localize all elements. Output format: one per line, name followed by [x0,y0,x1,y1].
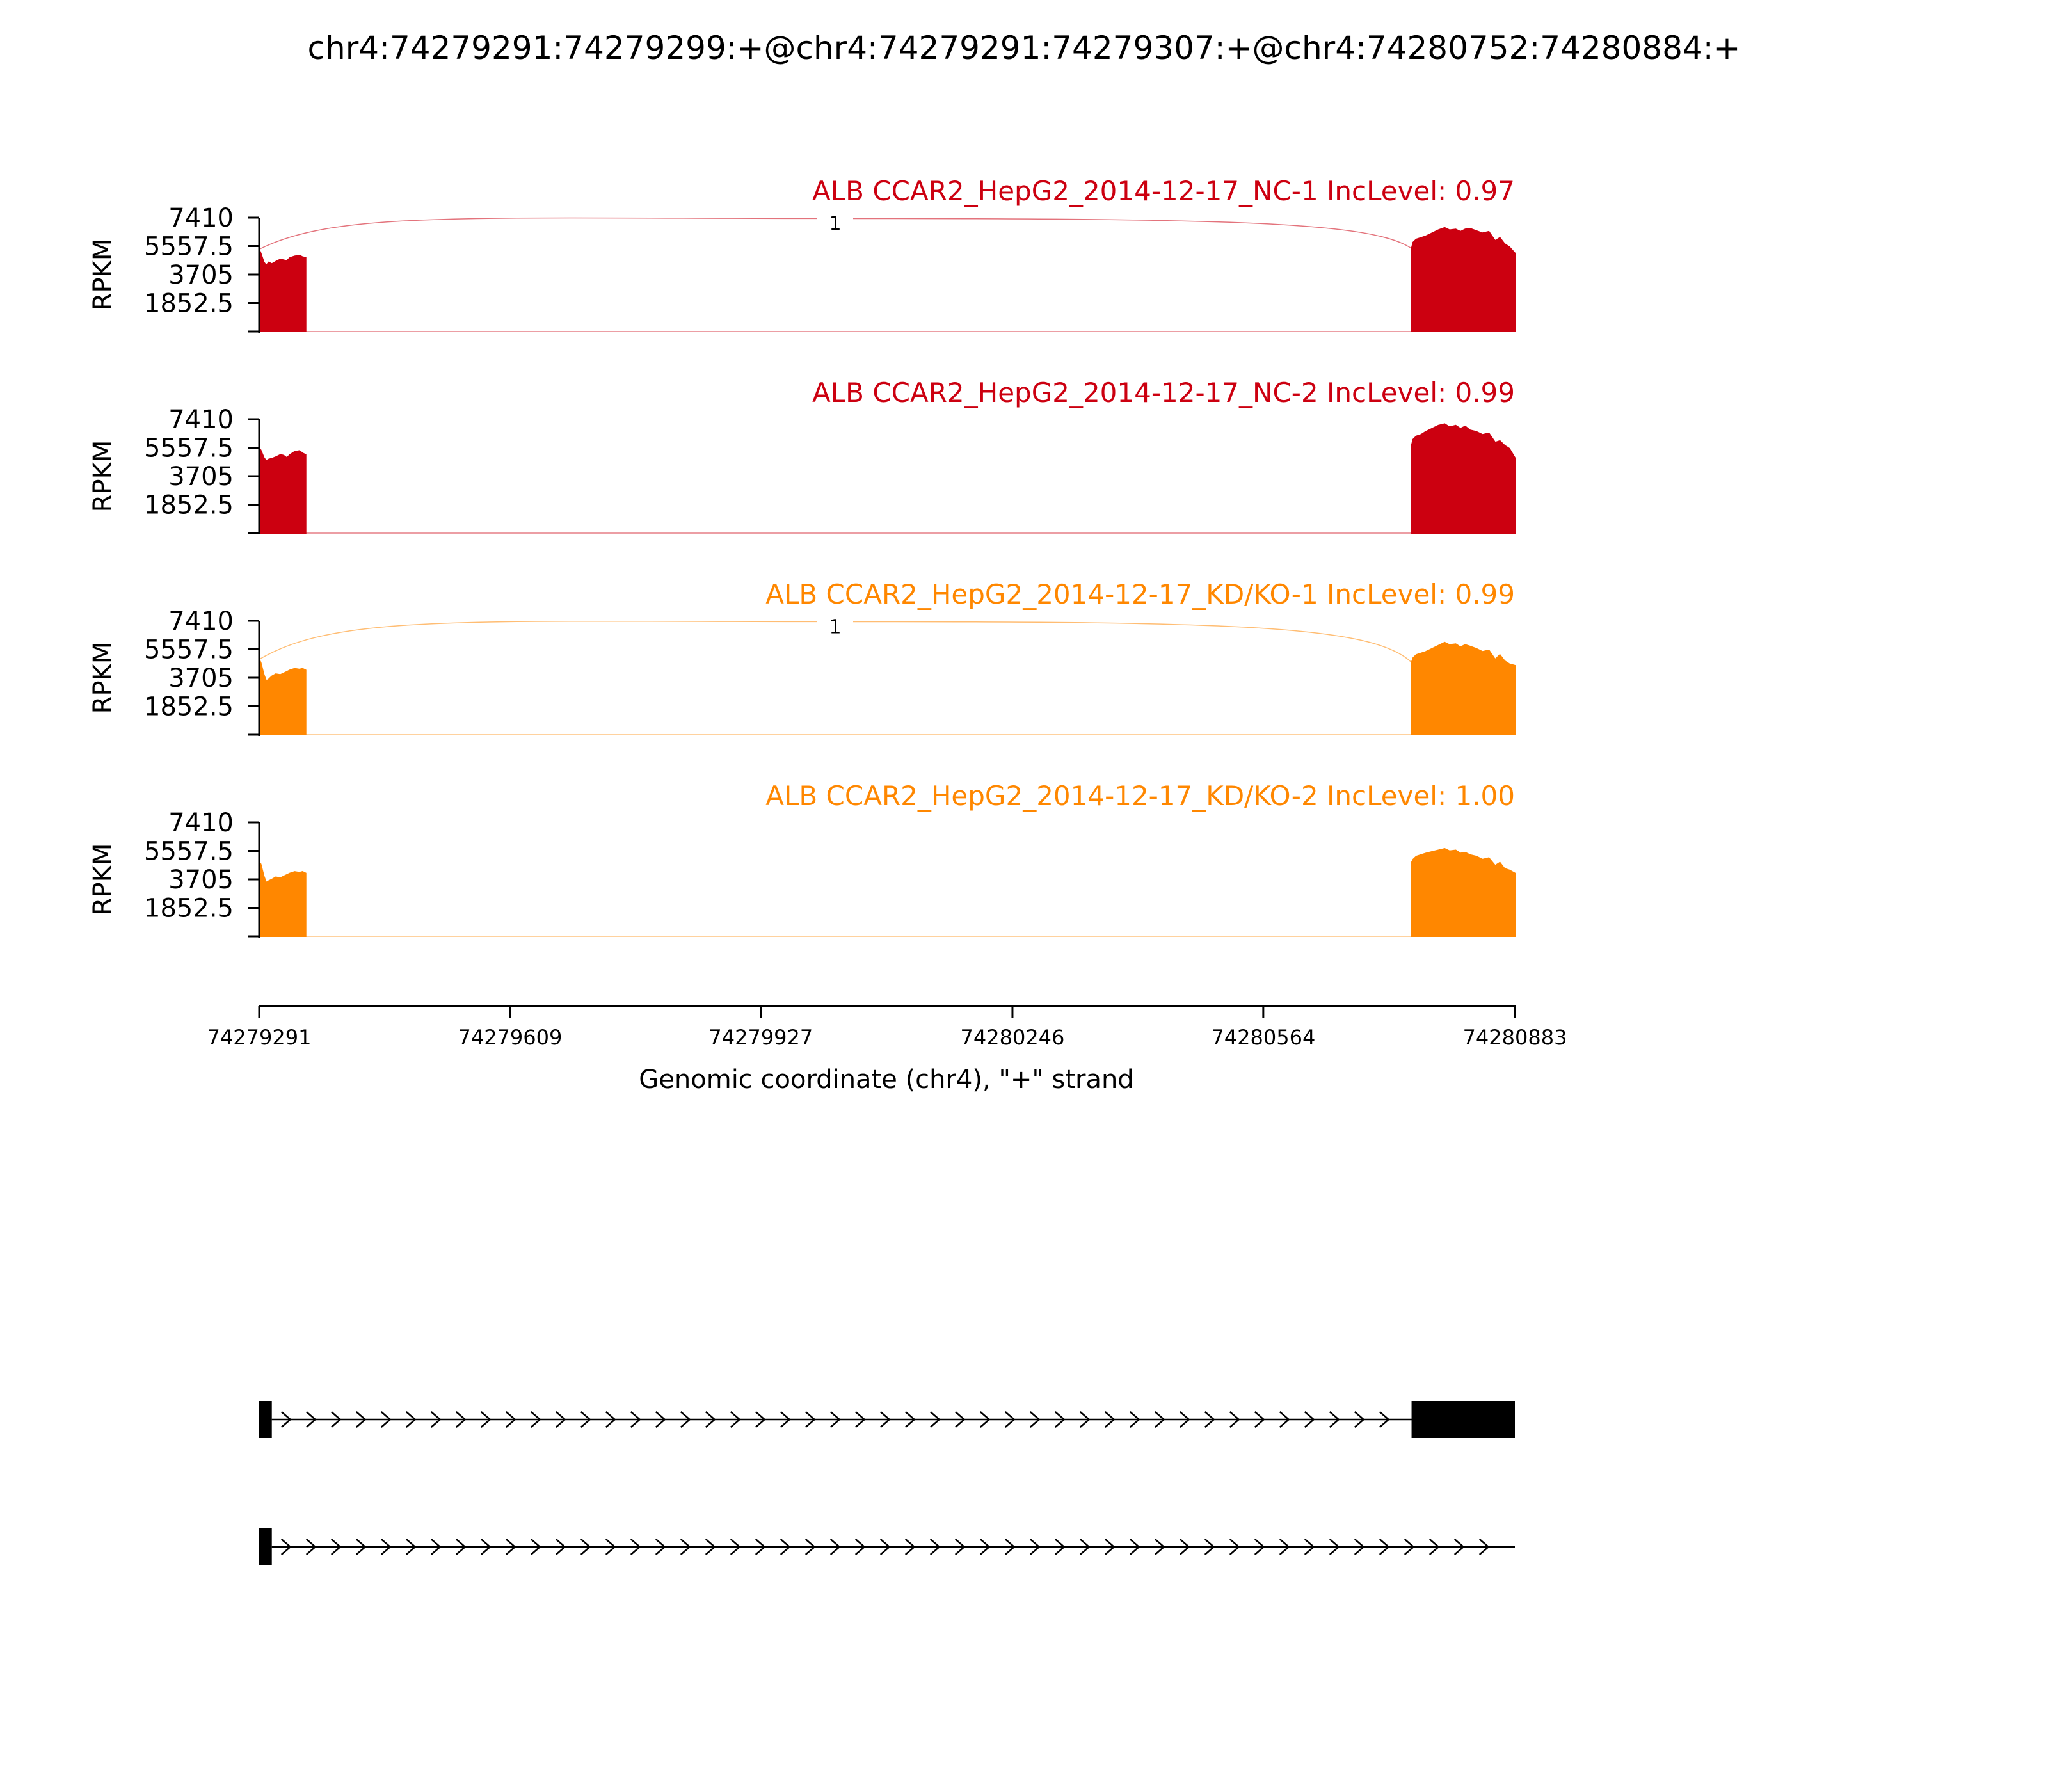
junction-count: 1 [829,616,842,639]
sample-label: ALB CCAR2_HepG2_2014-12-17_KD/KO-1 IncLevel: 0.99 [765,579,1515,610]
y-tick-label: 7410 [168,808,234,838]
transcript-models [259,1401,1515,1565]
track-3 [88,579,1515,736]
y-tick-label: 1852.5 [144,289,234,319]
y-axis [88,808,259,938]
y-tick-label: 3705 [168,260,234,290]
y-tick-label: 3705 [168,865,234,895]
coverage-exon-1 [259,659,306,735]
track-2 [88,377,1515,534]
y-tick-label: 5557.5 [144,836,234,867]
x-tick-label: 74279927 [708,1025,813,1050]
y-tick-label: 5557.5 [144,232,234,262]
sample-label: ALB CCAR2_HepG2_2014-12-17_NC-1 IncLevel: 0.97 [812,175,1515,207]
sample-label: ALB CCAR2_HepG2_2014-12-17_NC-2 IncLevel: 0.99 [812,377,1515,408]
junction-count: 1 [829,212,842,236]
coverage-tracks [88,175,1515,938]
transcript-1 [259,1401,1515,1438]
y-axis-label: RPKM [88,641,118,714]
y-axis [88,405,259,534]
y-tick-label: 5557.5 [144,433,234,463]
y-tick-label: 7410 [168,204,234,233]
y-tick-label: 1852.5 [144,893,234,924]
figure-title: chr4:74279291:74279299:+@chr4:74279291:74279307:+@chr4:74280752:74280884:+ [307,29,1741,67]
y-tick-label: 7410 [168,607,234,636]
coverage-exon-1 [259,249,306,332]
x-tick-label: 74280883 [1462,1025,1567,1050]
x-tick-label: 74279609 [458,1025,563,1050]
x-tick-label: 74280564 [1211,1025,1316,1050]
coverage-exon-2 [1412,643,1515,735]
y-axis [88,204,259,333]
y-tick-label: 1852.5 [144,692,234,722]
y-tick-label: 3705 [168,664,234,693]
coverage-exon-2 [1412,424,1515,533]
x-tick-label: 74279291 [207,1025,312,1050]
y-axis [88,607,259,736]
coverage-exon-1 [259,449,306,533]
coverage-exon-2 [1412,849,1515,936]
track-4 [88,780,1515,938]
track-1 [88,175,1515,333]
y-axis-label: RPKM [88,440,118,513]
x-tick-label: 74280246 [960,1025,1065,1050]
y-tick-label: 5557.5 [144,635,234,665]
y-tick-label: 7410 [168,405,234,435]
x-axis-label: Genomic coordinate (chr4), "+" strand [639,1065,1134,1094]
y-axis-label: RPKM [88,843,118,916]
coverage-exon-2 [1412,228,1515,332]
x-axis [207,1006,1567,1050]
y-tick-label: 1852.5 [144,490,234,520]
coverage-exon-1 [259,863,306,936]
exon-block-1 [259,1401,272,1438]
exon-block-1 [259,1528,272,1565]
transcript-2 [259,1528,1515,1565]
exon-block-2 [1412,1401,1515,1438]
y-axis-label: RPKM [88,238,118,311]
y-tick-label: 3705 [168,462,234,492]
sample-label: ALB CCAR2_HepG2_2014-12-17_KD/KO-2 IncLevel: 1.00 [765,780,1515,812]
